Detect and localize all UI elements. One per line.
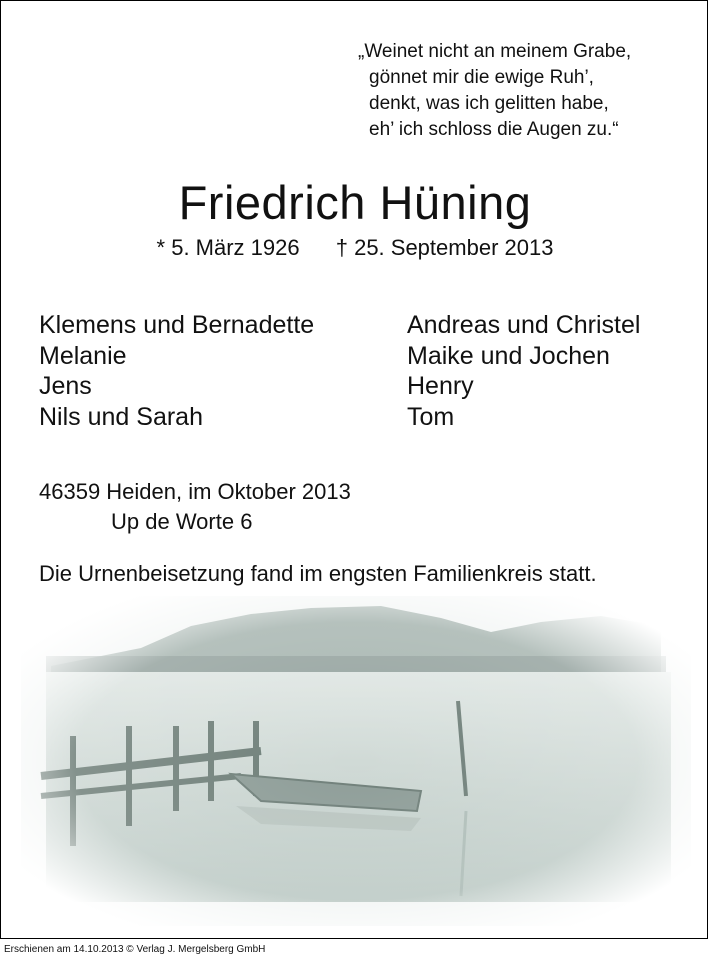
- family-member: Andreas und Christel: [407, 311, 641, 339]
- family-member: Nils und Sarah: [39, 402, 203, 431]
- poem-line: eh’ ich schloss die Augen zu.“: [369, 119, 619, 140]
- poem-line: gönnet mir die ewige Ruh’,: [369, 67, 594, 88]
- poem-line: „Weinet nicht an meinem Grabe,: [358, 41, 632, 62]
- place-date-line: 46359 Heiden, im Oktober 2013: [39, 479, 351, 504]
- poem-quote: [358, 39, 631, 143]
- birth-date: * 5. März 1926: [156, 235, 300, 260]
- death-date: † 25. September 2013: [335, 235, 554, 260]
- place-and-date: [39, 477, 351, 537]
- family-member: Tom: [407, 402, 455, 431]
- family-member: Maike und Jochen: [407, 341, 610, 370]
- family-member: Klemens und Bernadette: [39, 311, 315, 339]
- burial-notice: Die Urnenbeisetzung fand im engsten Familienkreis statt.: [39, 561, 597, 586]
- life-dates: [1, 235, 708, 261]
- family-member: Melanie: [39, 341, 127, 370]
- poem-line: denkt, was ich gelitten habe,: [369, 93, 609, 114]
- family-member: Henry: [407, 372, 474, 400]
- address-line: Up de Worte 6: [111, 509, 253, 534]
- deceased-name: Friedrich Hüning: [178, 176, 532, 229]
- family-member: Jens: [39, 372, 92, 400]
- lake-jetty-image: [21, 596, 691, 926]
- family-list-left: [39, 310, 314, 432]
- family-list-right: [407, 310, 640, 432]
- publication-footer: Erschienen am 14.10.2013 © Verlag J. Mergelsberg GmbH: [4, 944, 266, 955]
